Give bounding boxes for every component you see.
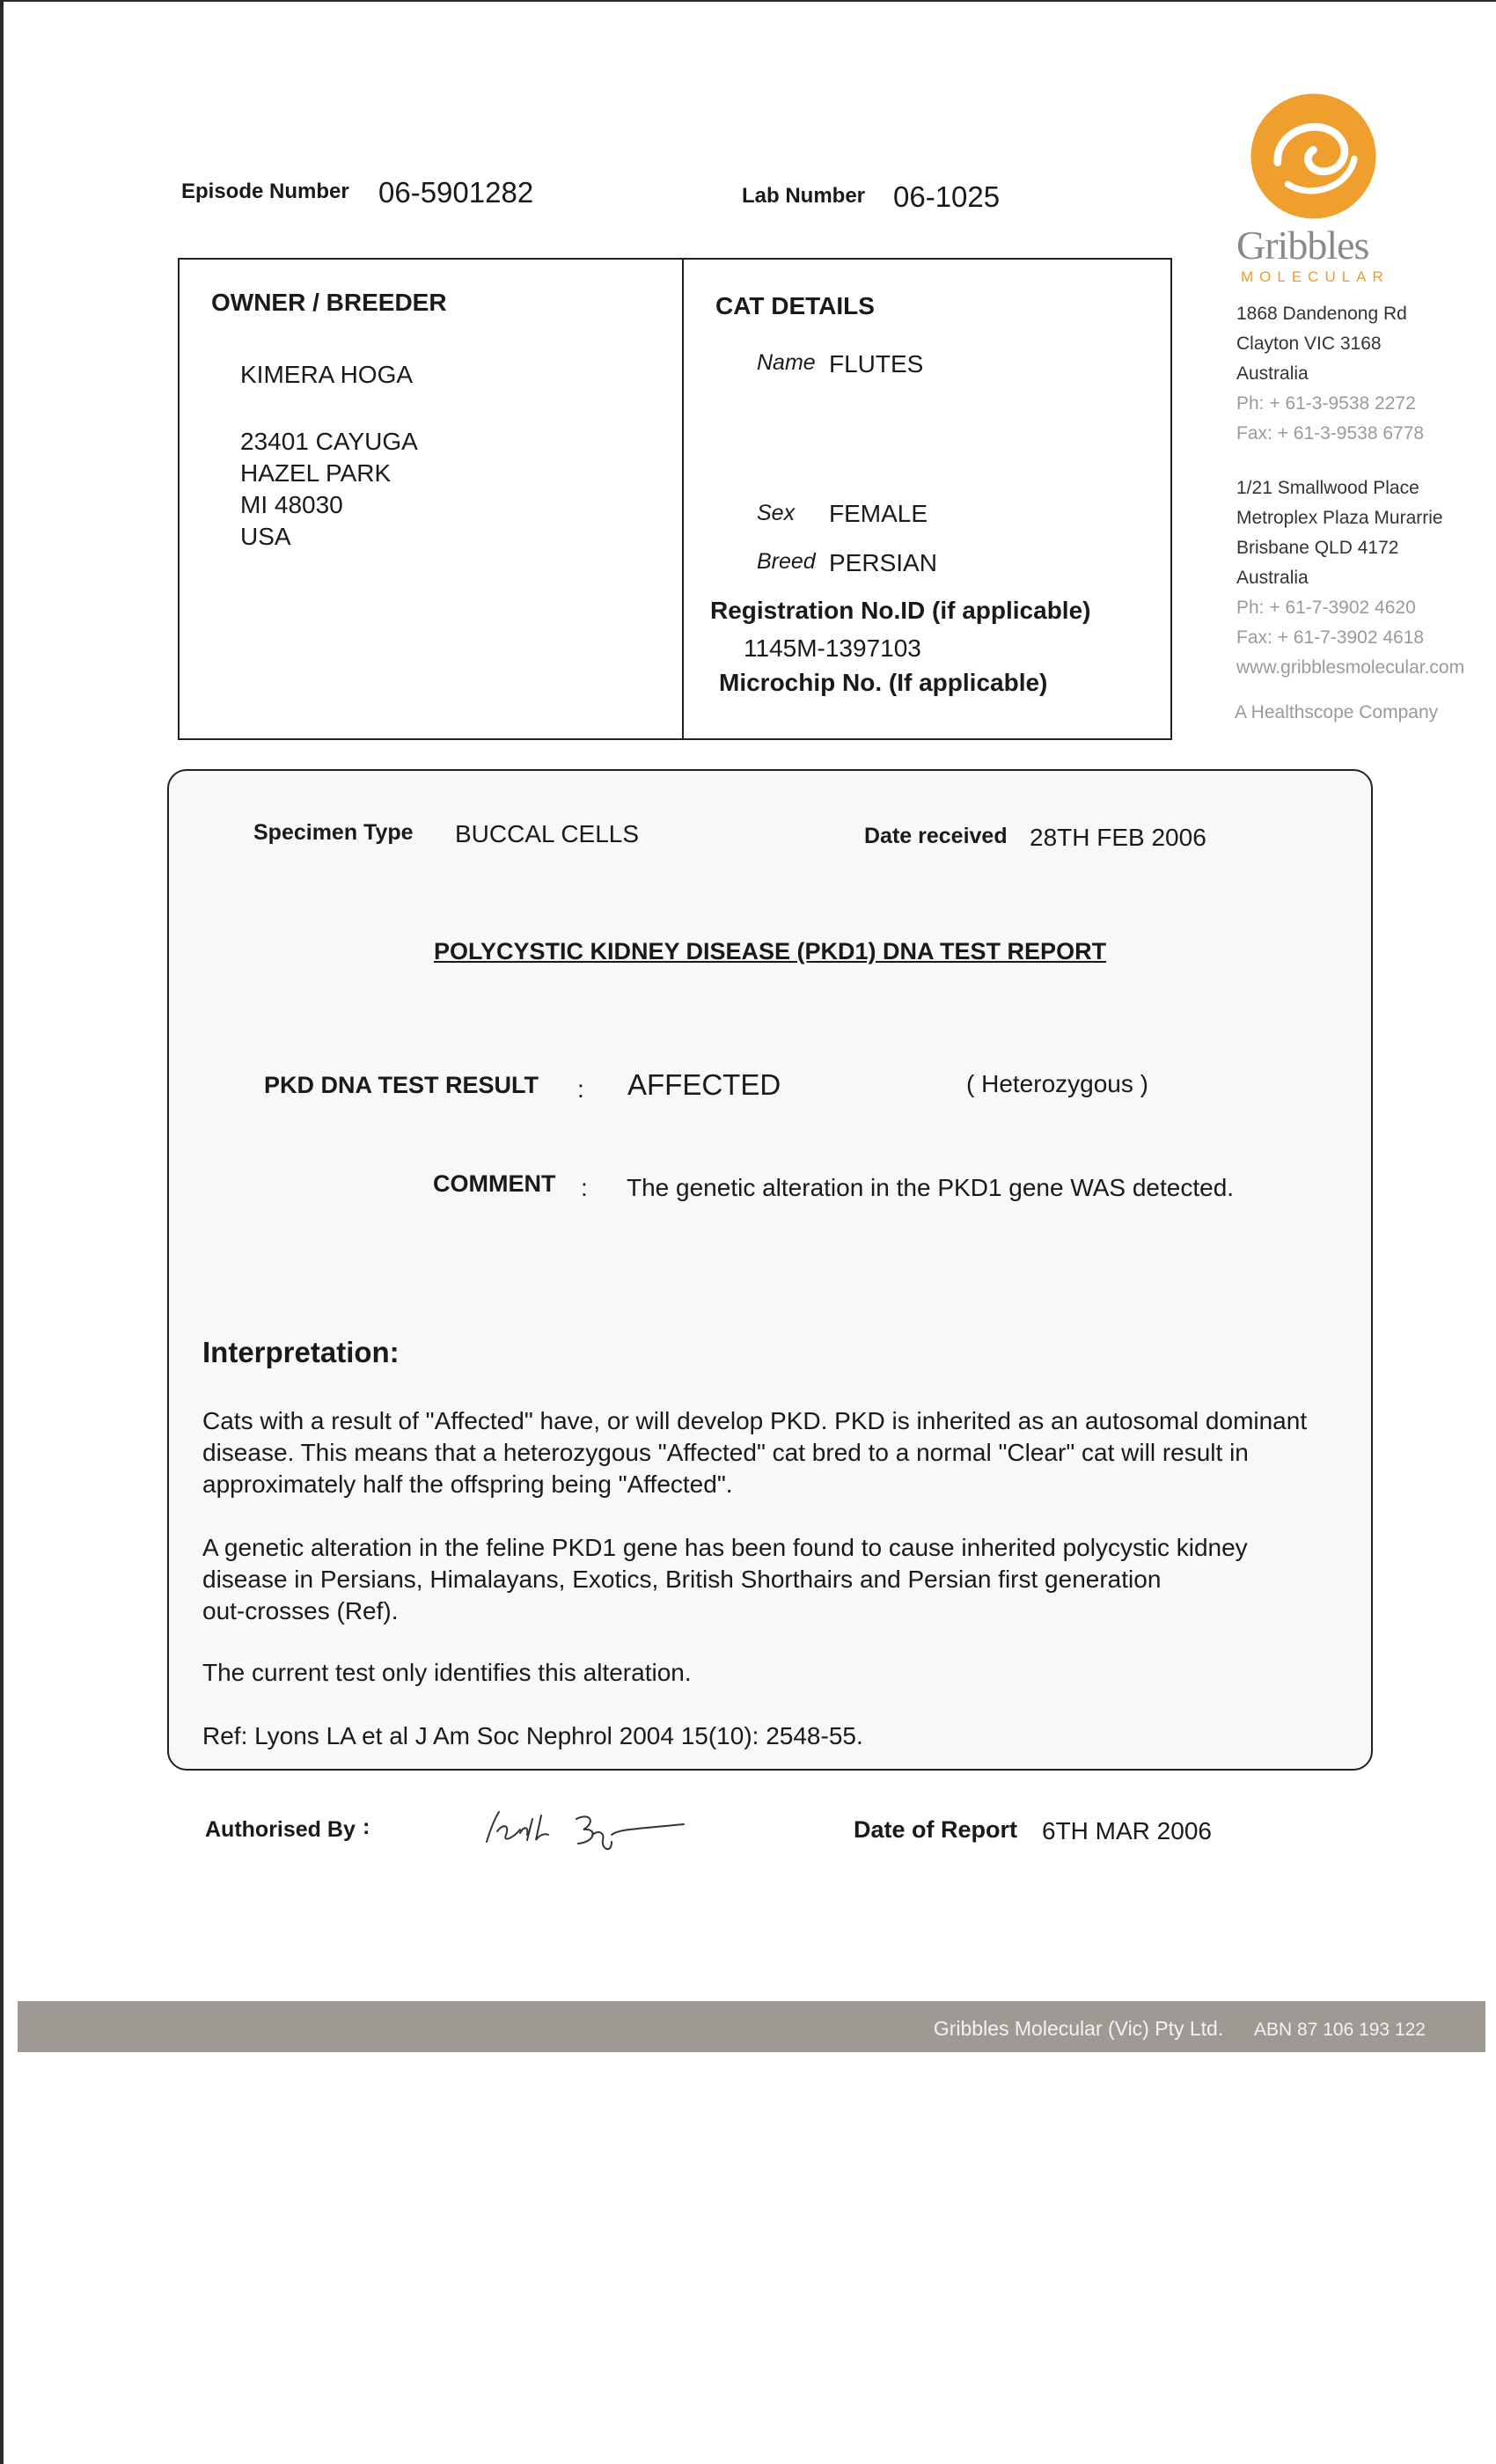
episode-number-value: 06-5901282	[378, 176, 534, 209]
address-line: 1/21 Smallwood Place	[1236, 478, 1419, 498]
date-received-value: 28TH FEB 2006	[1030, 824, 1206, 851]
footer-text	[934, 2017, 1426, 2041]
result-colon: :	[577, 1075, 584, 1103]
address-line: Brisbane QLD 4172	[1236, 538, 1399, 558]
address-line: Metroplex Plaza Murarrie	[1236, 508, 1443, 528]
parent-company: A Healthscope Company	[1235, 702, 1439, 722]
footer-company: Gribbles Molecular (Vic) Pty Ltd.	[933, 2017, 1224, 2040]
date-received-label: Date received	[864, 824, 1008, 848]
reference-citation: Ref: Lyons LA et al J Am Soc Nephrol 2004 15(10): 2548-55.	[202, 1722, 863, 1749]
interpretation-line: approximately half the offspring being "Affected".	[202, 1470, 733, 1498]
interpretation-paragraph-3: The current test only identifies this alteration.	[202, 1659, 692, 1686]
cat-breed-value: PERSIAN	[829, 549, 937, 576]
owner-address-line: 23401 CAYUGA	[240, 428, 418, 455]
cat-sex-label: Sex	[757, 501, 796, 525]
footer-abn: ABN 87 106 193 122	[1254, 2020, 1426, 2040]
owner-name: KIMERA HOGA	[240, 361, 414, 388]
registration-label: Registration No.ID (if applicable)	[710, 597, 1091, 624]
scan-edge-top	[0, 0, 1496, 2]
interpretation-line: Cats with a result of "Affected" have, or will develop PKD. PKD is inherited as an autosomal dominant	[202, 1407, 1308, 1434]
details-divider	[682, 258, 684, 740]
interpretation-line: out-crosses (Ref).	[202, 1597, 399, 1624]
company-website: www.gribblesmolecular.com	[1236, 657, 1465, 678]
address-line: Clayton VIC 3168	[1236, 334, 1382, 354]
interpretation-paragraph-2	[202, 1532, 1355, 1627]
owner-address-line: MI 48030	[240, 491, 343, 518]
owner-address-line: USA	[240, 523, 291, 550]
fax-brisbane: Fax: + 61-7-3902 4618	[1236, 627, 1425, 648]
interpretation-paragraph-1	[202, 1405, 1355, 1500]
owner-address	[240, 426, 418, 553]
scan-edge-left	[0, 0, 4, 2464]
fax-clayton: Fax: + 61-3-9538 6778	[1236, 423, 1425, 444]
cat-sex-value: FEMALE	[829, 500, 928, 527]
address-line: Australia	[1236, 363, 1309, 384]
specimen-type-label: Specimen Type	[253, 820, 414, 845]
cat-name-value: FLUTES	[829, 350, 924, 378]
address-block-brisbane	[1236, 473, 1464, 683]
gribbles-swirl-logo-icon	[1250, 92, 1377, 220]
address-line: 1868 Dandenong Rd	[1236, 304, 1407, 324]
specimen-type-value: BUCCAL CELLS	[455, 820, 640, 847]
phone-brisbane: Ph: + 61-7-3902 4620	[1236, 598, 1416, 618]
registration-value: 1145M-1397103	[744, 634, 921, 662]
cat-name-label: Name	[757, 350, 816, 375]
company-logo-wordmark: Gribbles	[1236, 223, 1369, 268]
cat-breed-label: Breed	[757, 549, 816, 574]
date-of-report-value: 6TH MAR 2006	[1042, 1817, 1212, 1844]
authorised-by-colon: :	[363, 1815, 370, 1839]
date-of-report-label: Date of Report	[854, 1816, 1018, 1843]
report-title: POLYCYSTIC KIDNEY DISEASE (PKD1) DNA TEST REPORT	[433, 938, 1107, 964]
company-logo-subtitle: MOLECULAR	[1241, 268, 1390, 285]
interpretation-line: disease. This means that a heterozygous "Affected" cat bred to a normal "Clear" cat will result in	[202, 1439, 1249, 1466]
result-note: ( Heterozygous )	[966, 1070, 1148, 1097]
owner-breeder-heading: OWNER / BREEDER	[211, 289, 447, 316]
authorised-by-label: Authorised By	[205, 1817, 356, 1842]
episode-number-label: Episode Number	[181, 180, 349, 203]
address-block-clayton	[1236, 299, 1424, 449]
cat-details-heading: CAT DETAILS	[715, 292, 875, 319]
comment-label: COMMENT	[433, 1170, 556, 1197]
lab-number-label: Lab Number	[742, 184, 866, 208]
interpretation-line: A genetic alteration in the feline PKD1 gene has been found to cause inherited polycystic kidney	[202, 1534, 1248, 1561]
signature-icon	[480, 1800, 691, 1859]
result-value: AFFECTED	[627, 1068, 781, 1101]
interpretation-line: disease in Persians, Himalayans, Exotics, British Shorthairs and Persian first generation	[202, 1566, 1162, 1593]
owner-address-line: HAZEL PARK	[240, 459, 392, 487]
comment-colon: :	[581, 1174, 588, 1201]
microchip-label: Microchip No. (If applicable)	[719, 669, 1048, 696]
lab-number-value: 06-1025	[893, 180, 1001, 213]
address-line: Australia	[1236, 568, 1309, 588]
interpretation-heading: Interpretation:	[202, 1336, 400, 1368]
result-label: PKD DNA TEST RESULT	[264, 1072, 539, 1098]
phone-clayton: Ph: + 61-3-9538 2272	[1236, 393, 1416, 414]
comment-value: The genetic alteration in the PKD1 gene WAS detected.	[627, 1174, 1235, 1201]
